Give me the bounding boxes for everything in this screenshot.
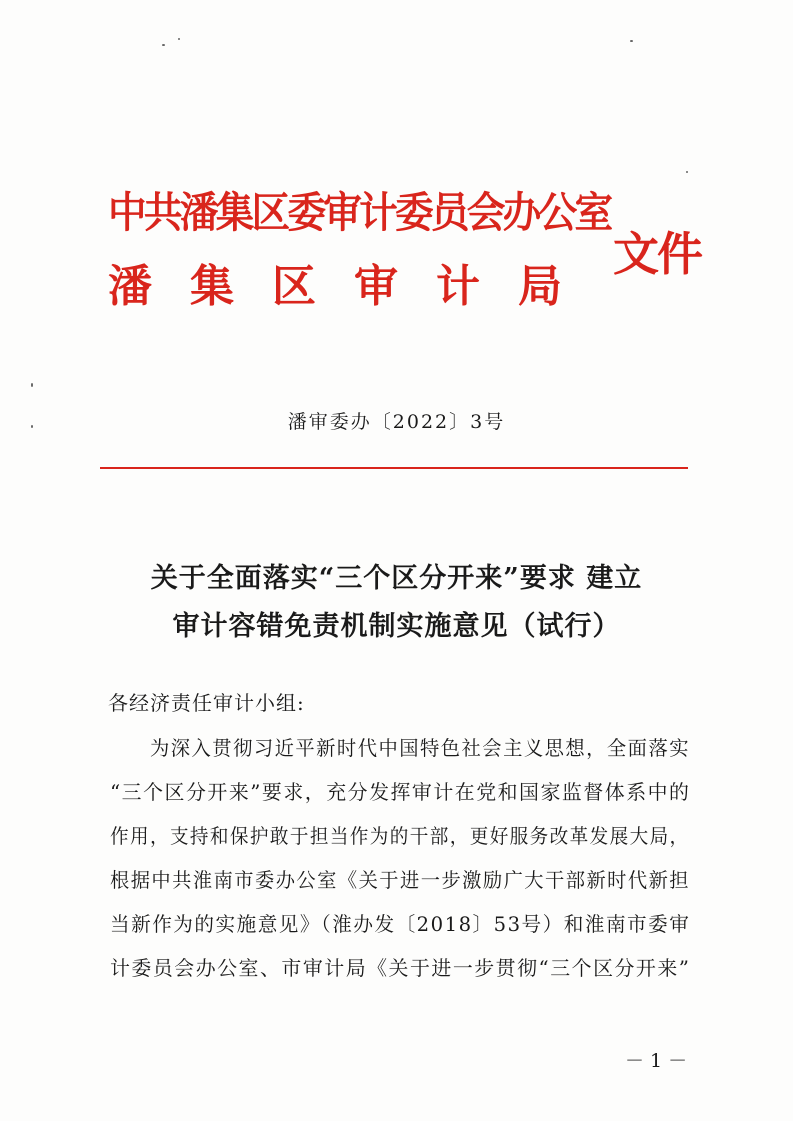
body-line: 为深入贯彻习近平新时代中国特色社会主义思想，全面落实 <box>150 736 690 760</box>
salutation: 各经济责任审计小组: <box>108 691 305 715</box>
page-number: －1－ <box>625 1050 694 1072</box>
body-line: 根据中共淮南市委办公室《关于进一步激励广大干部新时代新担 <box>110 868 691 892</box>
issuing-authority-header <box>108 170 708 320</box>
document-suffix: 文件 <box>613 227 701 281</box>
body-line: “三个区分开来”要求，充分发挥审计在党和国家监督体系中的 <box>110 780 691 804</box>
body-line: 计委员会办公室、市审计局《关于进一步贯彻“三个区分开来” <box>110 956 691 980</box>
document-number: 潘审委办〔2022〕3号 <box>287 411 506 433</box>
body-line: 作用，支持和保护敢于担当作为的干部，更好服务改革发展大局， <box>110 824 690 848</box>
scan-speck <box>178 38 180 40</box>
scan-speck <box>630 40 633 42</box>
scan-speck <box>162 44 165 46</box>
issuing-org-line-2: 潘集区审计局 <box>108 261 600 312</box>
body-line: 当新作为的实施意见》（淮办发〔2018〕53号）和淮南市委审 <box>110 912 691 936</box>
scan-speck <box>31 383 33 387</box>
issuing-org-line-1: 中共潘集区委审计委员会办公室 <box>108 188 611 237</box>
red-divider-line <box>100 467 688 469</box>
document-title-line-1: 关于全面落实“三个区分开来”要求 建立 <box>150 563 643 594</box>
document-title-line-2: 审计容错免责机制实施意见（试行） <box>172 611 621 642</box>
